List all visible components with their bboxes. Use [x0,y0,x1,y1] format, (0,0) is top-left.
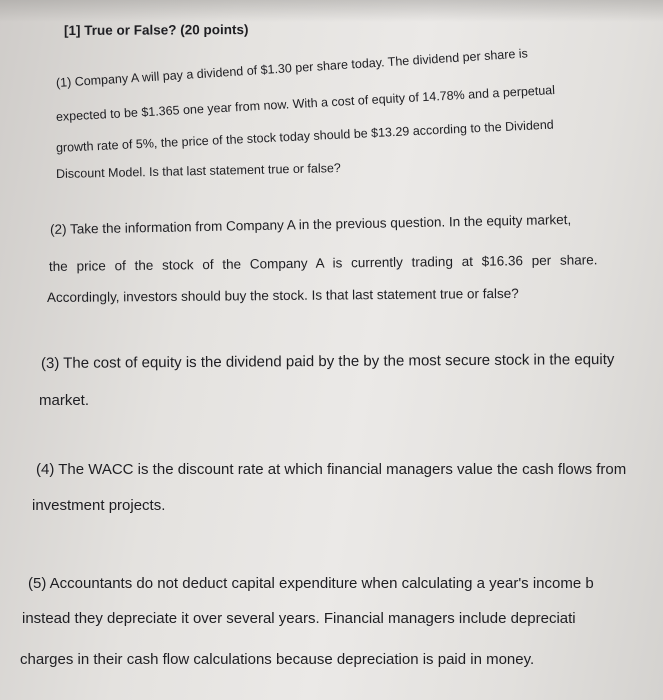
question-2-line-2: the price of the stock of the Company A is currently trading at $16.36 per share. [48,252,598,274]
question-3-line-2: market. [39,392,90,409]
page-top-shadow [0,0,663,22]
question-5-line-2: instead they depreciate it over several years. Financial managers include depreciati [22,610,576,627]
question-3-line-1: (3) The cost of equity is the dividend paid by the by the most secure stock in the equity [40,350,615,372]
question-1-line-4: Discount Model. Is that last statement true or false? [55,161,341,181]
question-5-line-1: (5) Accountants do not deduct capital expenditure when calculating a year's income b [28,575,594,592]
question-4-line-2: investment projects. [32,497,166,514]
question-2-line-3: Accordingly, investors should buy the stock. Is that last statement true or false? [46,285,519,305]
question-1-line-3: growth rate of 5%, the price of the stock today should be $13.29 according to the Dividend [55,117,555,155]
page-title: [1] True or False? (20 points) [63,22,249,38]
question-5-line-3: charges in their cash flow calculations because depreciation is paid in money. [20,651,535,668]
question-1-line-2: expected to be $1.365 one year from now. With a cost of equity of 14.78% and a perpetual [55,82,556,124]
question-4-line-1: (4) The WACC is the discount rate at which financial managers value the cash flows from [36,461,627,478]
question-1-line-1: (1) Company A will pay a dividend of $1.30 per share today. The dividend per share is [55,46,529,90]
question-2-line-1: (2) Take the information from Company A in the previous question. In the equity market, [49,211,572,237]
